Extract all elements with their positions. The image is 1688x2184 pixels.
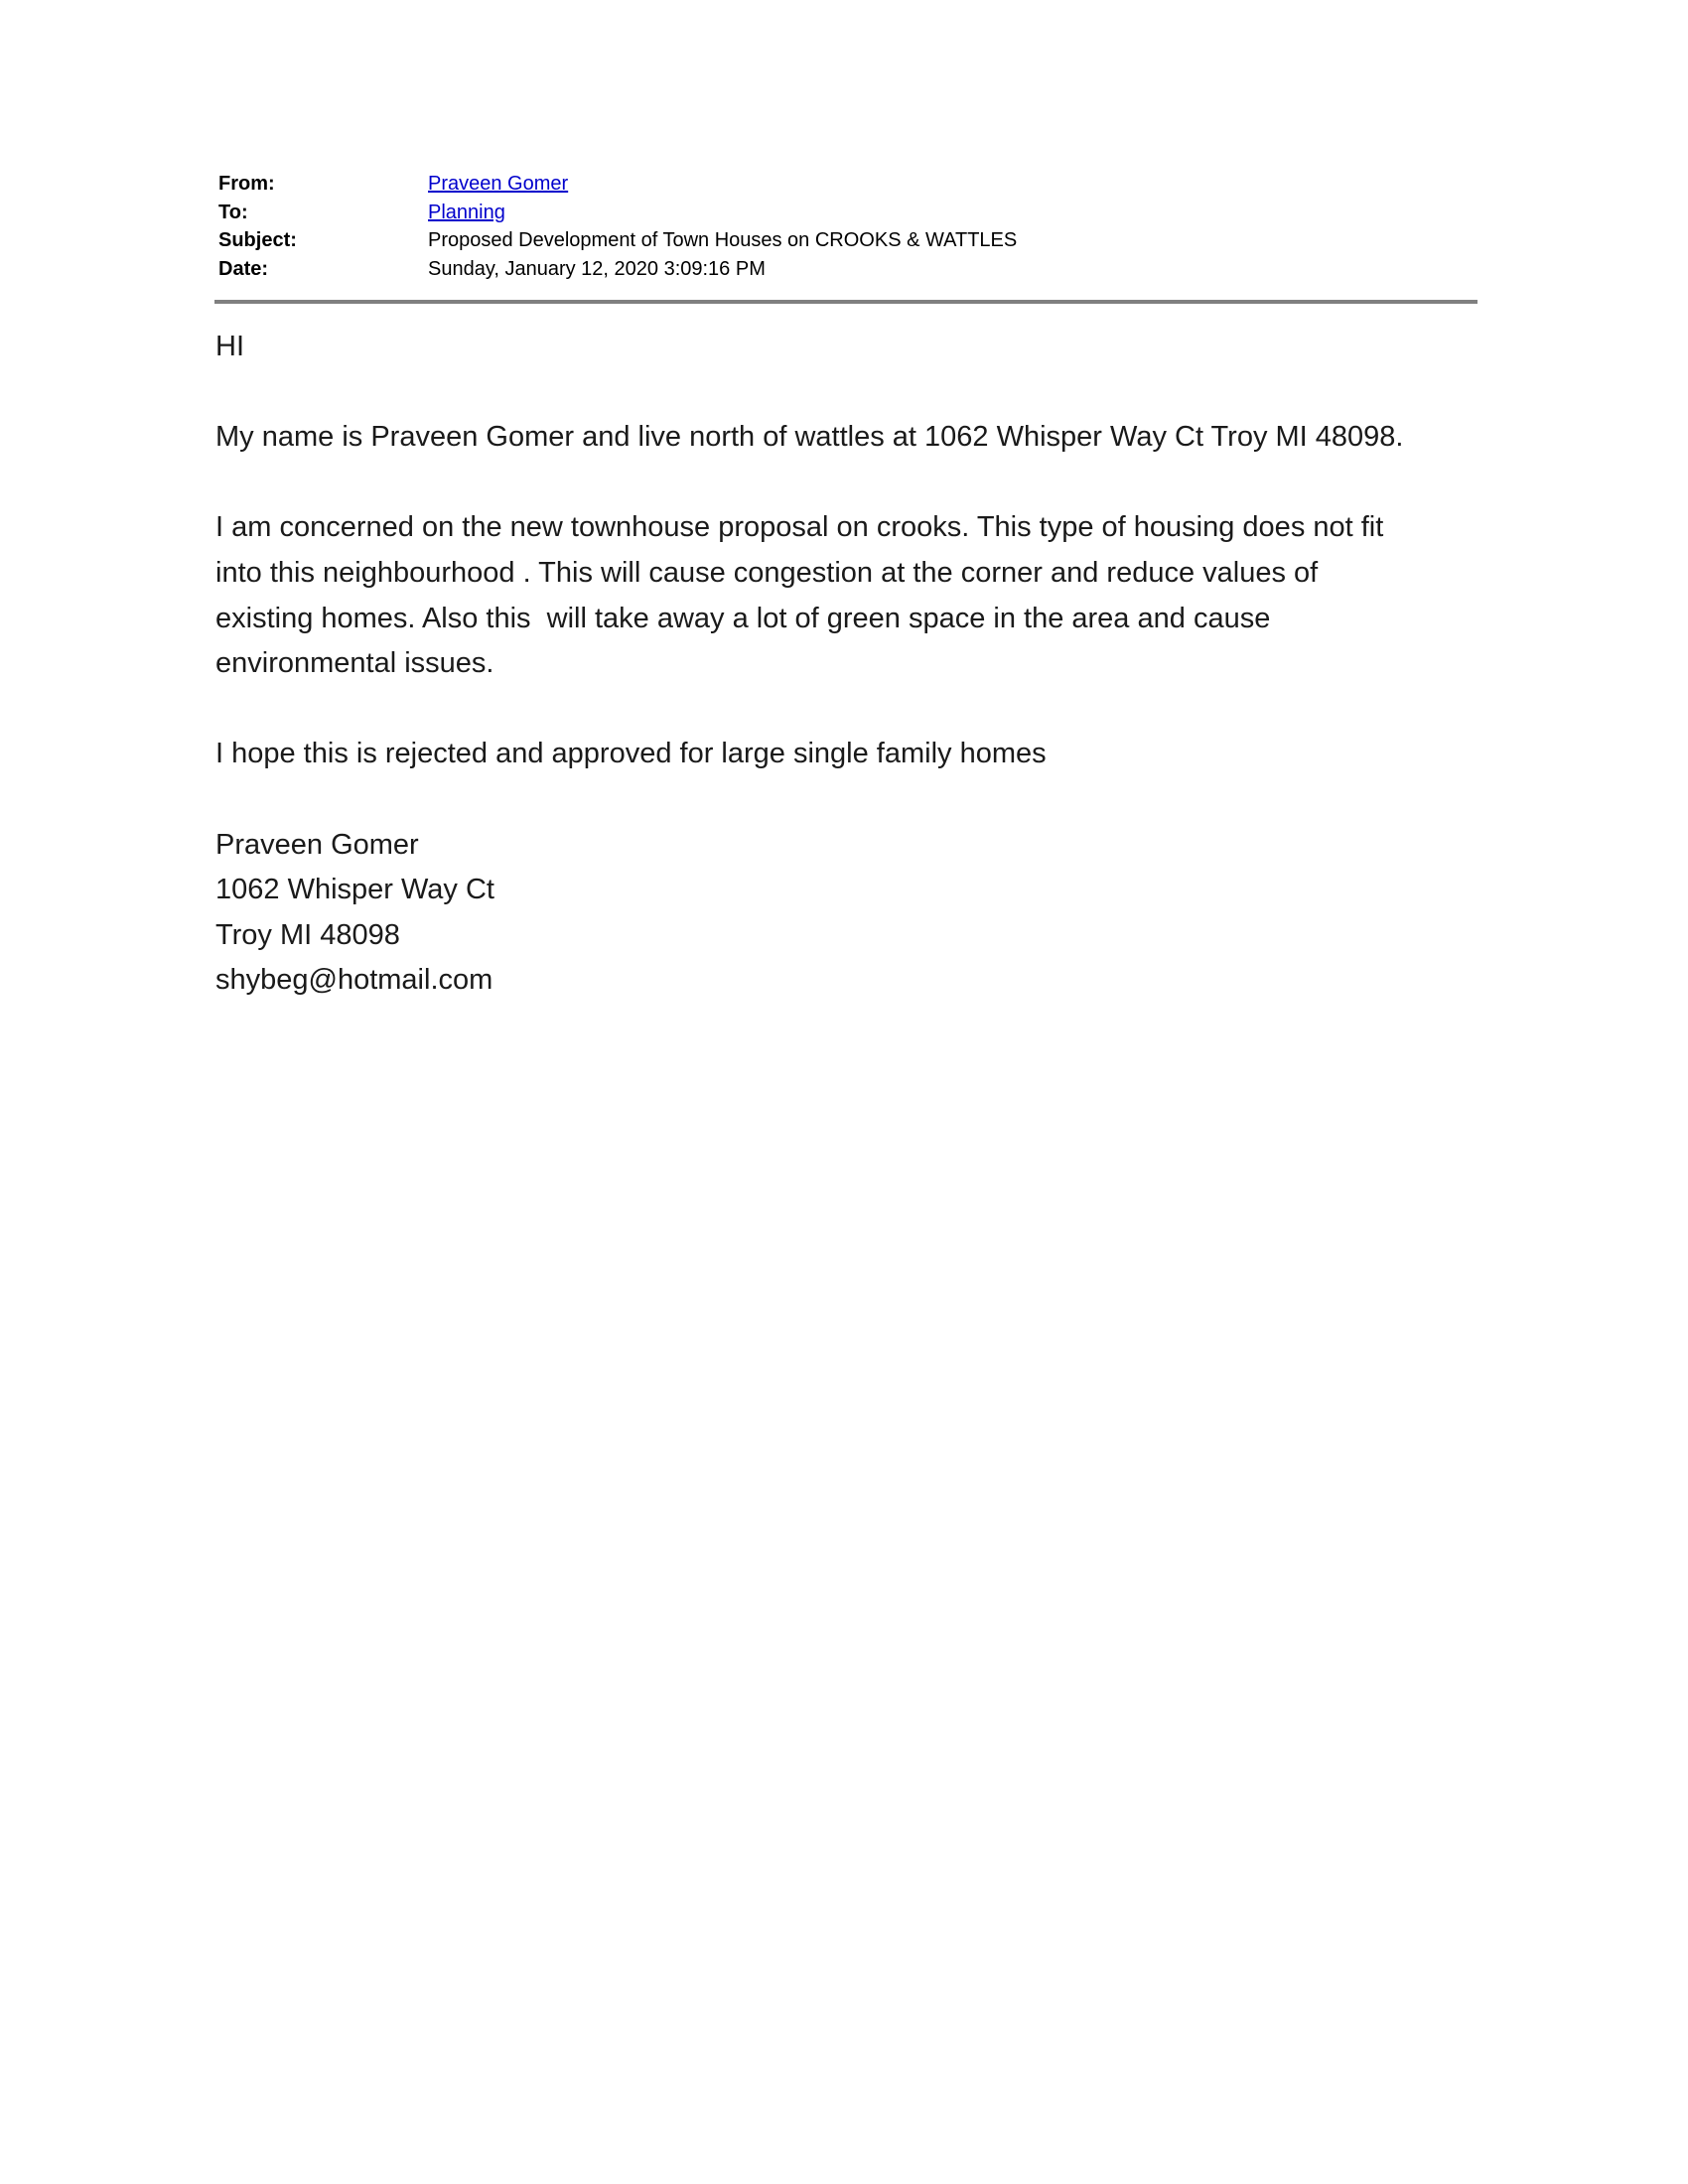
from-label: From: <box>218 173 275 195</box>
to-value <box>428 199 1479 227</box>
email-header <box>218 170 1479 283</box>
signature-city: Troy MI 48098 <box>215 918 400 951</box>
from-row <box>218 170 1479 199</box>
concern-line: environmental issues. <box>215 647 494 680</box>
intro-paragraph: My name is Praveen Gomer and live north of wattles at 1062 Whisper Way Ct Troy MI 48098. <box>215 421 1404 454</box>
subject-value: Proposed Development of Town Houses on CROOKS & WATTLES <box>428 229 1018 252</box>
date-row <box>218 255 1479 284</box>
greeting: HI <box>215 331 244 362</box>
from-value <box>428 170 1479 199</box>
concern-paragraph <box>215 505 1496 686</box>
to-label: To: <box>218 201 248 223</box>
sender-link[interactable]: Praveen Gomer <box>428 173 569 195</box>
signature-email: shybeg@hotmail.com <box>215 964 493 997</box>
email-body <box>215 325 1496 1004</box>
recipient-link[interactable]: Planning <box>428 201 505 223</box>
concern-line: into this neighbourhood . This will cause congestion at the corner and reduce values of <box>215 556 1319 589</box>
date-value: Sunday, January 12, 2020 3:09:16 PM <box>428 257 766 280</box>
to-row <box>218 199 1479 227</box>
concern-line: I am concerned on the new townhouse proposal on crooks. This type of housing does not fit <box>215 511 1384 544</box>
subject-label: Subject: <box>218 229 297 252</box>
concern-line: existing homes. Also this will take away a lot of green space in the area and cause <box>215 602 1271 634</box>
subject-row <box>218 226 1479 255</box>
request-paragraph: I hope this is rejected and approved for large single family homes <box>215 738 1047 770</box>
signature-street: 1062 Whisper Way Ct <box>215 874 494 906</box>
signature-name: Praveen Gomer <box>215 828 419 861</box>
date-label: Date: <box>218 257 269 280</box>
header-divider <box>214 300 1477 304</box>
signature-block <box>215 823 1496 1004</box>
